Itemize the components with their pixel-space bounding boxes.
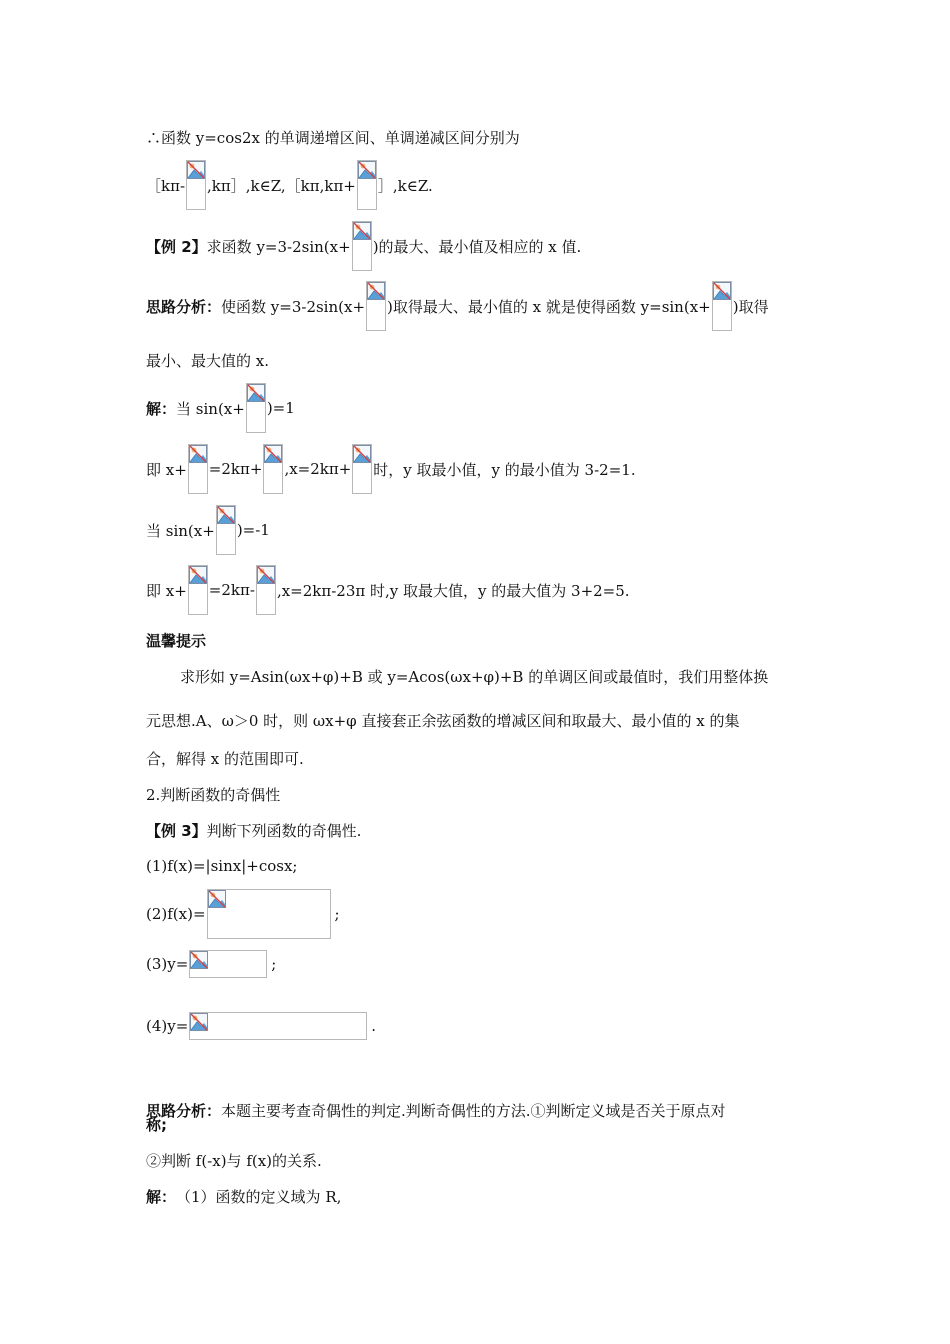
line-text: 元思想.A、ω＞0 时，则 ωx+φ 直接套正余弦函数的增减区间和取最大、最小值的 x 的集	[146, 711, 740, 730]
example-label: 【例 3】	[146, 821, 207, 840]
text-line	[146, 111, 520, 163]
text-line	[146, 159, 433, 211]
line-text: =2kπ+	[208, 460, 263, 478]
text-line	[146, 443, 636, 495]
line-text: 本题主要考查奇偶性的判定.判断奇偶性的方法.①判断定义域是否关于原点对	[221, 1101, 726, 1120]
section-label: 解：	[146, 399, 177, 418]
image-placeholder-icon	[188, 565, 208, 615]
image-placeholder-icon	[189, 950, 267, 978]
image-placeholder-icon	[216, 505, 236, 555]
image-placeholder-icon	[352, 444, 372, 494]
image-placeholder-icon	[366, 281, 386, 331]
line-text: （1）函数的定义域为 R,	[176, 1187, 342, 1206]
line-text: ］,k∈Z.	[377, 176, 433, 195]
image-placeholder-icon	[189, 1012, 367, 1040]
line-text: (3)y=	[146, 955, 189, 973]
line-text: ［kπ-	[146, 176, 186, 195]
line-text: (4)y=	[146, 1017, 189, 1035]
line-text: )的最大、最小值及相应的 x 值.	[372, 237, 582, 256]
line-text: ,x=2kπ+	[284, 460, 352, 478]
text-line	[146, 280, 769, 332]
line-text: 判断下列函数的奇偶性.	[206, 821, 362, 840]
line-text: ;	[334, 905, 340, 923]
line-text: ;	[271, 955, 277, 973]
section-label: 解：	[146, 1187, 177, 1206]
line-text: ∴函数 y=cos2x 的单调递增区间、单调递减区间分别为	[146, 128, 520, 147]
line-text: )取得最大、最小值的 x 就是使得函数 y=sin(x+	[387, 297, 711, 316]
image-placeholder-icon	[256, 565, 276, 615]
line-text: 求函数 y=3-2sin(x+	[206, 237, 351, 256]
image-placeholder-icon	[186, 160, 206, 210]
image-placeholder-icon	[188, 444, 208, 494]
section-label: 思路分析：	[146, 1101, 222, 1120]
section-label: 思路分析：	[146, 297, 222, 316]
text-line	[146, 382, 295, 434]
text-line	[146, 220, 581, 272]
text-line	[146, 840, 297, 892]
line-text: 最小、最大值的 x.	[146, 351, 269, 370]
text-line	[146, 504, 270, 556]
image-placeholder-icon	[357, 160, 377, 210]
line-text: 使函数 y=3-2sin(x+	[221, 297, 366, 316]
line-text: =2kπ-	[208, 581, 255, 599]
line-text: 当 sin(x+	[146, 521, 215, 540]
text-line	[146, 1084, 726, 1136]
text-line	[146, 938, 276, 990]
line-text: 即 x+	[146, 460, 187, 479]
line-text: )=1	[266, 399, 295, 417]
line-text: (1)f(x)=|sinx|+cosx;	[146, 857, 298, 875]
line-text: )取得	[732, 297, 769, 316]
section-label: 称;	[146, 1115, 167, 1134]
image-placeholder-icon	[207, 889, 331, 939]
section-heading: 2.判断函数的奇偶性	[146, 785, 281, 804]
image-placeholder-icon	[712, 281, 732, 331]
image-placeholder-icon	[352, 221, 372, 271]
example-label: 【例 2】	[146, 237, 207, 256]
line-text: .	[371, 1017, 377, 1035]
line-text: (2)f(x)=	[146, 905, 206, 923]
text-line	[146, 888, 340, 940]
line-text: 即 x+	[146, 581, 187, 600]
line-text: ②判断 f(-x)与 f(x)的关系.	[146, 1151, 322, 1170]
line-text: 时，y 取最小值，y 的最小值为 3-2=1.	[373, 460, 636, 479]
text-line	[146, 1000, 376, 1052]
image-placeholder-icon	[246, 383, 266, 433]
line-text: ,x=2kπ-23π 时,y 取最大值，y 的最大值为 3+2=5.	[276, 581, 630, 600]
line-text: 求形如 y=Asin(ωx+φ)+B 或 y=Acos(ωx+φ)+B 的单调区间或最值时，我们用整体换	[180, 667, 769, 686]
tip-heading: 温馨提示	[146, 631, 207, 650]
text-line	[146, 334, 269, 386]
image-placeholder-icon	[263, 444, 283, 494]
text-line	[146, 564, 630, 616]
line-text: 当 sin(x+	[176, 399, 245, 418]
line-text: 合，解得 x 的范围即可.	[146, 749, 304, 768]
text-line	[146, 1170, 341, 1222]
line-text: ,kπ］,k∈Z,［kπ,kπ+	[207, 176, 356, 195]
line-text: )=-1	[236, 521, 270, 539]
